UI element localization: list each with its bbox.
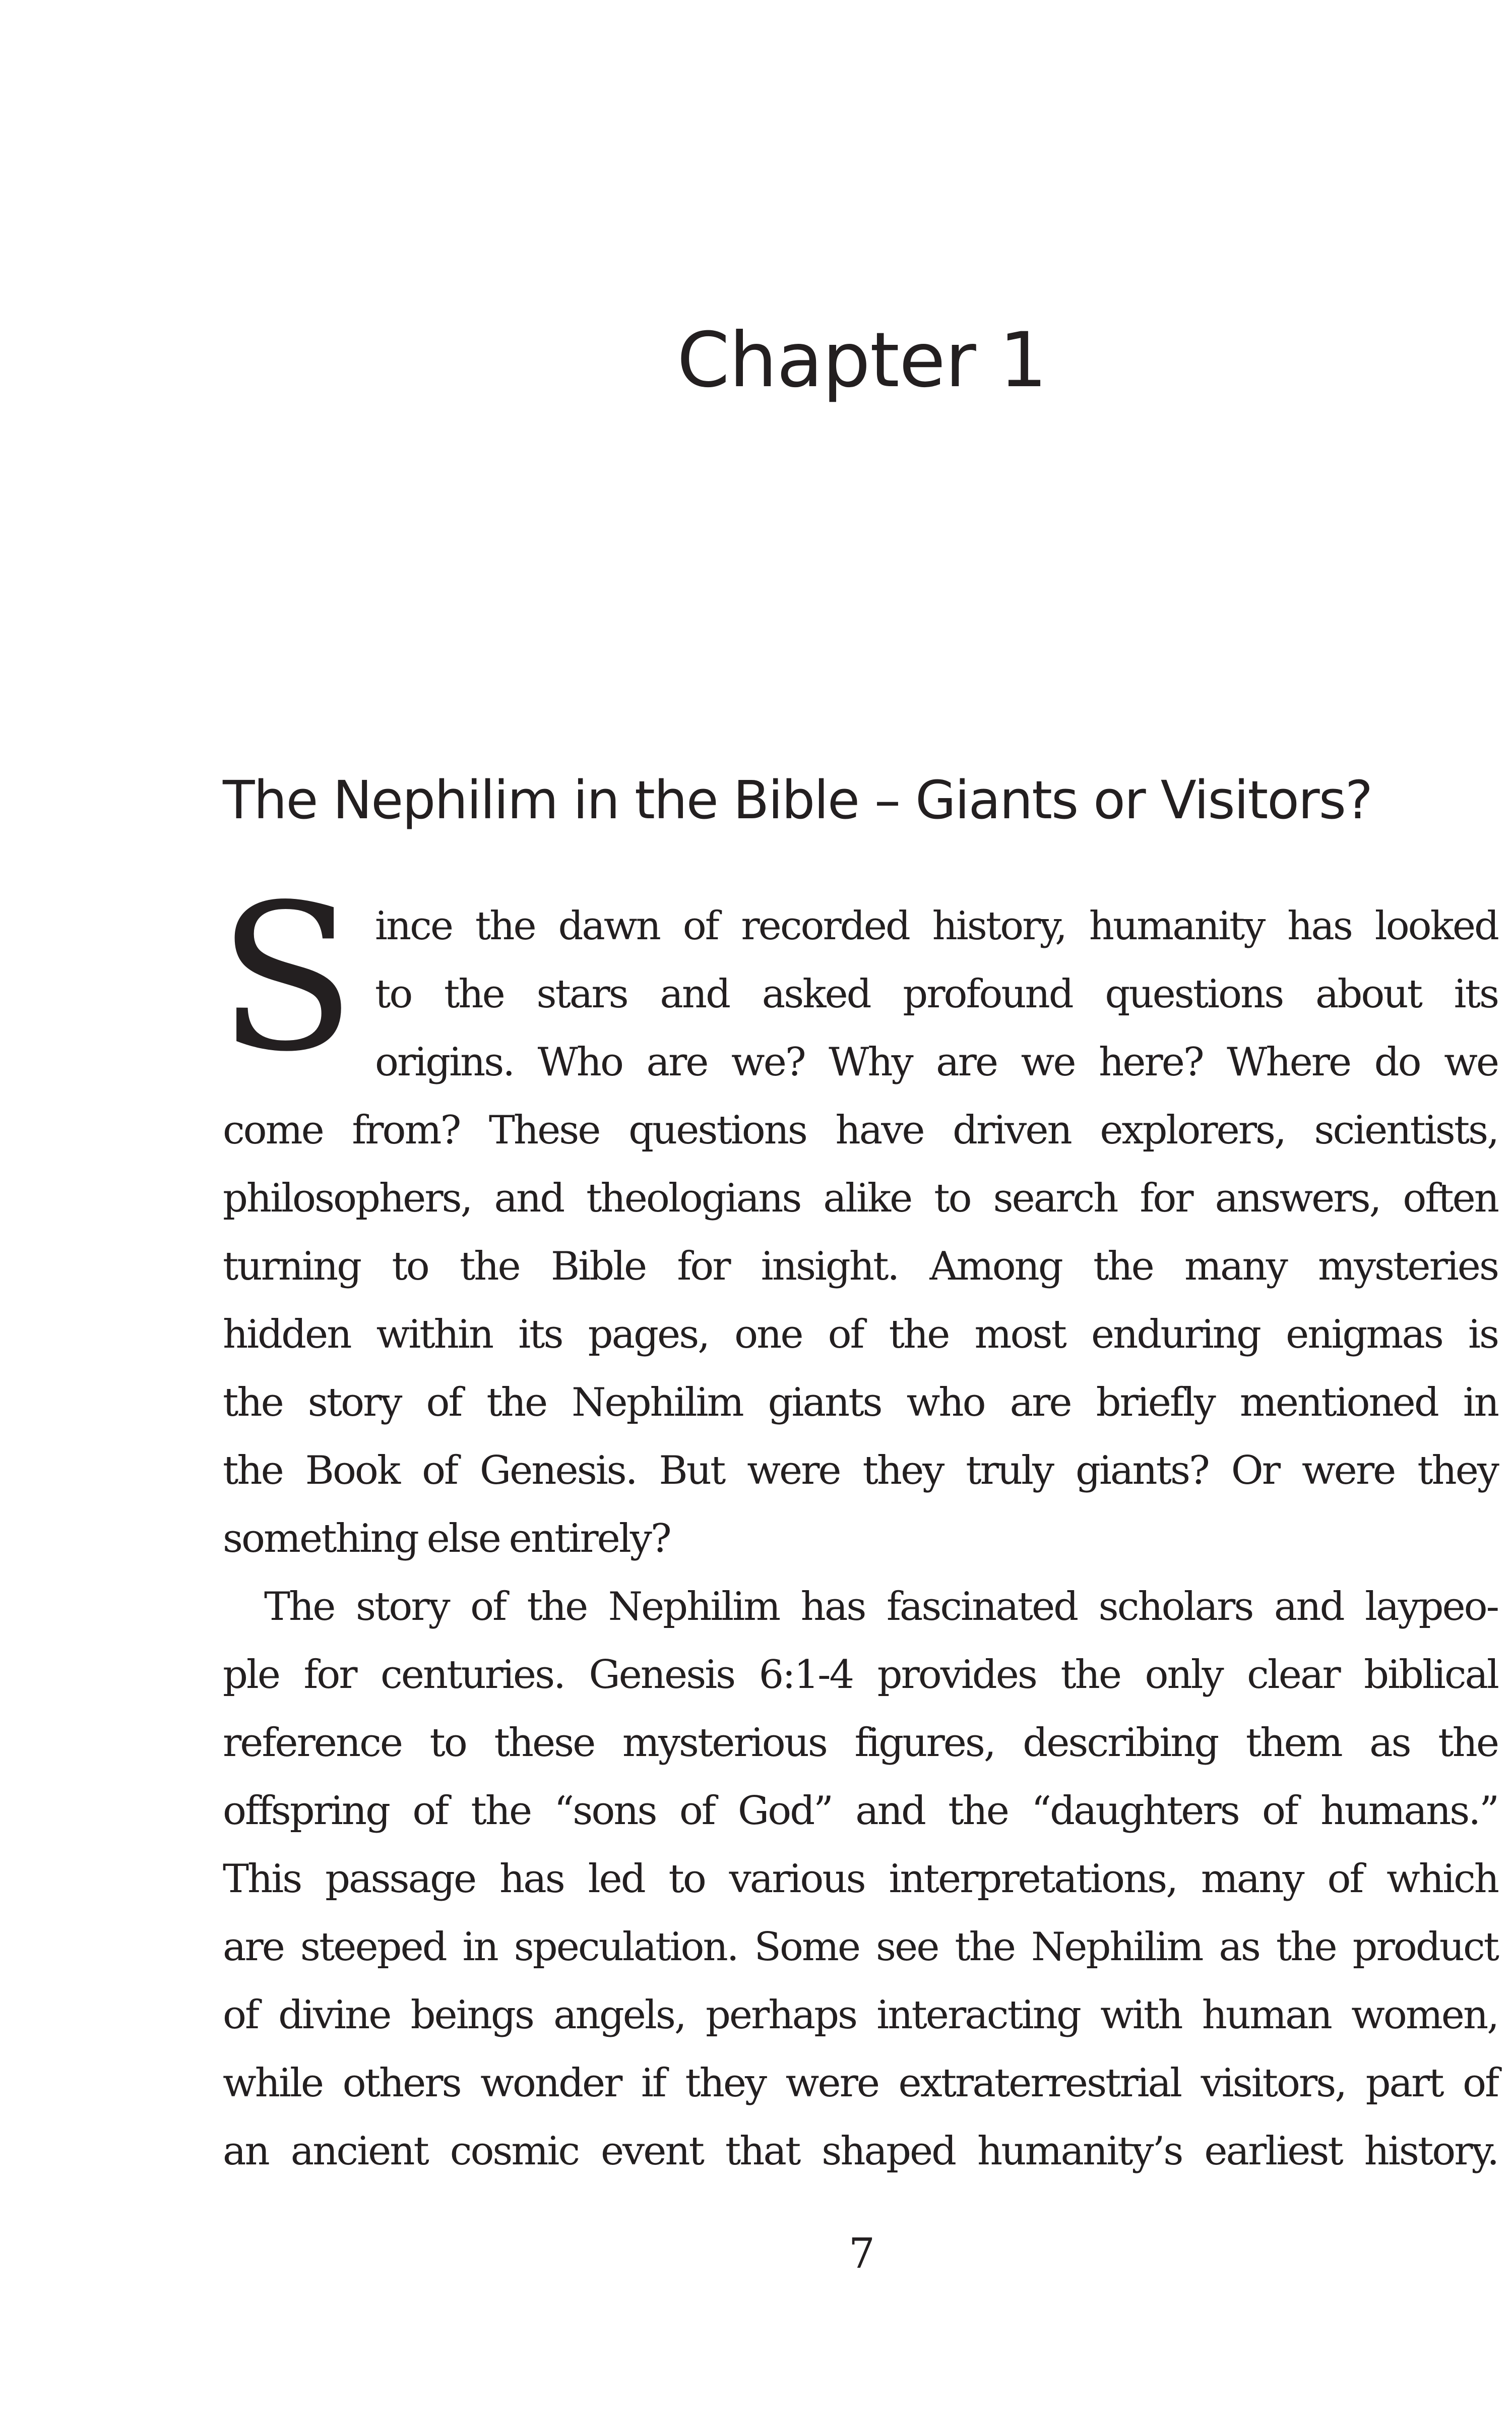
paragraph-line: turning to the Bible for insight. Among the many mysteries xyxy=(223,1244,1498,1289)
paragraph-line: origins. Who are we? Why are we here? Where do we xyxy=(375,1040,1498,1085)
drop-cap: S xyxy=(218,862,356,1096)
paragraph-line: The story of the Nephilim has fascinated scholars and laypeo- xyxy=(264,1584,1498,1629)
paragraph-line: ple for centuries. Genesis 6:1-4 provides the only clear biblical xyxy=(223,1652,1498,1698)
paragraph-line: an ancient cosmic event that shaped humanity’s earliest history. xyxy=(223,2129,1498,2174)
paragraph-line: while others wonder if they were extraterrestrial visitors, part of xyxy=(223,2061,1498,2106)
paragraph-line: are steeped in speculation. Some see the Nephilim as the product xyxy=(223,1924,1498,1970)
paragraph-2 xyxy=(223,1573,1498,2186)
paragraph-line: something else entirely? xyxy=(223,1516,670,1561)
paragraph-line: This passage has led to various interpretations, many of which xyxy=(223,1856,1498,1902)
body-text xyxy=(218,862,1498,2186)
drop-cap-lines xyxy=(375,892,1498,1097)
paragraph-line: the story of the Nephilim giants who are briefly mentioned in xyxy=(223,1380,1498,1425)
paragraph-line: reference to these mysterious figures, describing them as the xyxy=(223,1720,1498,1766)
page-number: 7 xyxy=(848,2230,875,2278)
paragraph-line: offspring of the “sons of God” and the “daughters of humans.” xyxy=(223,1788,1498,1834)
paragraph-line: hidden within its pages, one of the most enduring enigmas is xyxy=(223,1312,1498,1357)
paragraph-line: ince the dawn of recorded history, humanity has looked xyxy=(375,903,1498,949)
chapter-heading: Chapter 1 xyxy=(677,317,1047,404)
drop-cap-block xyxy=(218,862,1498,1097)
section-title: The Nephilim in the Bible – Giants or Visitors? xyxy=(223,769,1372,831)
paragraph-1 xyxy=(218,862,1498,1573)
paragraph-line: philosophers, and theologians alike to search for answers, often xyxy=(223,1176,1498,1221)
paragraph-line: of divine beings angels, perhaps interacting with human women, xyxy=(223,1992,1498,2038)
paragraph-line: the Book of Genesis. But were they truly giants? Or were they xyxy=(223,1448,1498,1493)
paragraph-line: to the stars and asked profound questions about its xyxy=(375,972,1498,1017)
paragraph-line: come from? These questions have driven explorers, scientists, xyxy=(223,1108,1498,1153)
